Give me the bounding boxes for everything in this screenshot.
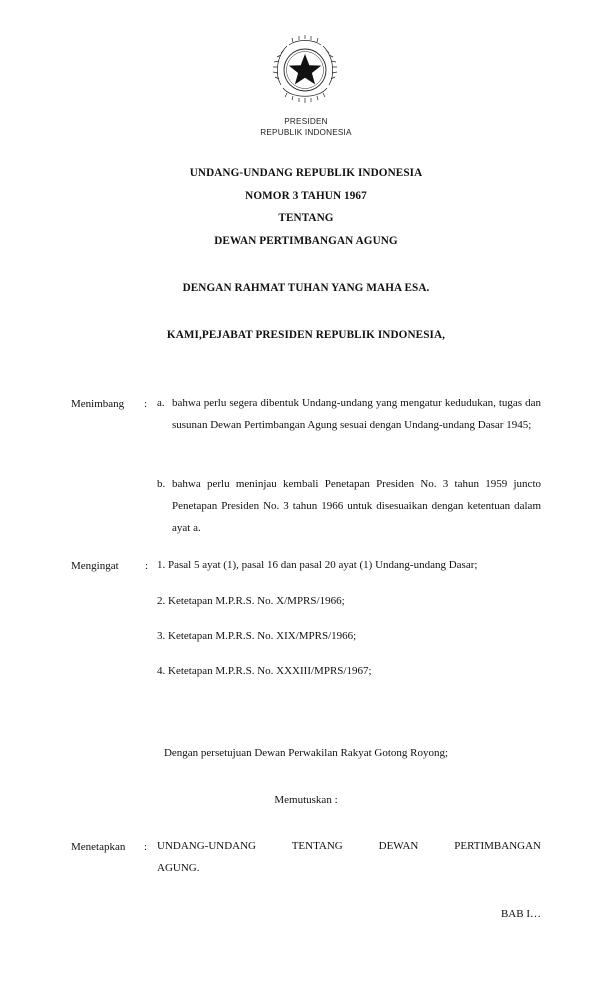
menetapkan-line-2: AGUNG.: [157, 862, 200, 874]
title-line-3: TENTANG: [278, 212, 334, 224]
menimbang-colon: :: [144, 398, 148, 410]
mengingat-item-2: 2. Ketetapan M.P.R.S. No. X/MPRS/1966;: [157, 595, 345, 607]
mengingat-item-1: 1. Pasal 5 ayat (1), pasal 16 dan pasal 20 ayat (1) Undang-undang Dasar;: [157, 559, 478, 571]
mengingat-label: Mengingat: [71, 560, 119, 572]
memutuskan-line: Memutuskan :: [274, 794, 338, 806]
persetujuan-line: Dengan persetujuan Dewan Perwakilan Rakyat Gotong Royong;: [163, 747, 449, 759]
menetapkan-line-1: UNDANG-UNDANG TENTANG DEWAN PERTIMBANGAN: [157, 840, 541, 852]
garuda-star-emblem-icon: [267, 33, 343, 111]
menimbang-item-a-marker: a.: [157, 397, 165, 409]
issuer-line: KAMI,PEJABAT PRESIDEN REPUBLIK INDONESIA,: [166, 329, 446, 341]
title-line-1: UNDANG-UNDANG REPUBLIK INDONESIA: [189, 167, 423, 179]
mengingat-item-3: 3. Ketetapan M.P.R.S. No. XIX/MPRS/1966;: [157, 630, 357, 642]
menetapkan-colon: :: [144, 841, 148, 853]
menetapkan-label: Menetapkan: [71, 841, 126, 853]
next-page-continuation: BAB I…: [500, 908, 541, 920]
menimbang-label: Menimbang: [71, 398, 125, 410]
mengingat-item-4: 4. Ketetapan M.P.R.S. No. XXXIII/MPRS/1967;: [157, 665, 372, 677]
menimbang-item-b-text: bahwa perlu meninjau kembali Penetapan Presiden No. 3 tahun 1959 juncto Penetapan Presiden No. 3 tahun 1966 untuk disesuaikan dengan ketentuan dalam ayat a.: [172, 478, 541, 535]
menimbang-item-b-marker: b.: [157, 478, 166, 490]
header-caption-republik: REPUBLIK INDONESIA: [260, 128, 352, 137]
title-line-4: DEWAN PERTIMBANGAN AGUNG: [214, 235, 398, 247]
mengingat-colon: :: [145, 560, 149, 572]
preamble: DENGAN RAHMAT TUHAN YANG MAHA ESA.: [182, 282, 430, 294]
title-line-2: NOMOR 3 TAHUN 1967: [245, 190, 367, 202]
menimbang-item-a-text: bahwa perlu segera dibentuk Undang-undang yang mengatur kedudukan, tugas dan susunan Dewan Pertimbangan Agung sesuai dengan Undang-undang Dasar 1945;: [172, 397, 541, 432]
header-caption-presiden: PRESIDEN: [284, 117, 328, 126]
